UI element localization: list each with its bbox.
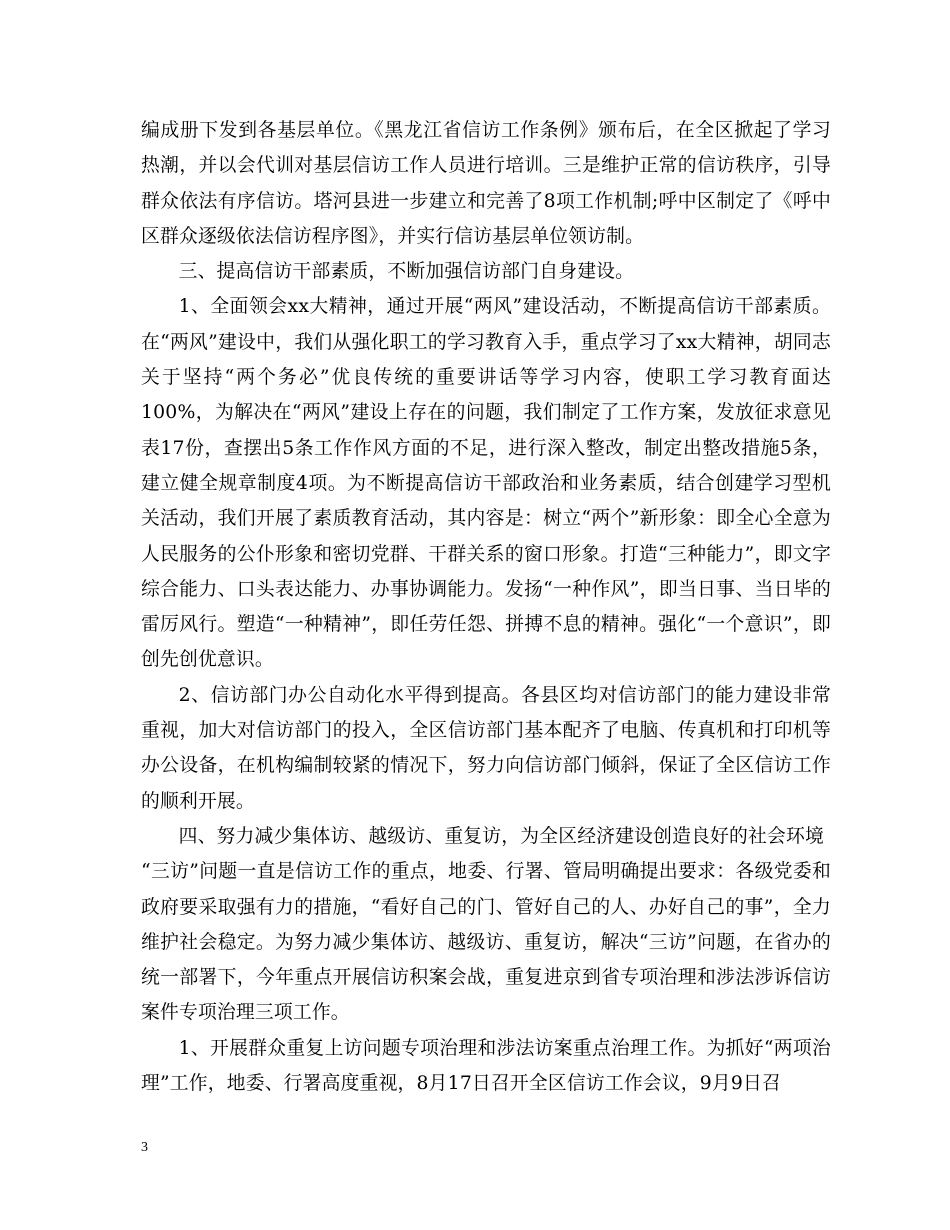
paragraph: “三访”问题一直是信访工作的重点，地委、行署、管局明确提出要求：各级党委和政府要采取强有力的措施，“看好自己的门、管好自己的人、办好自己的事”，全力维护社会稳定。为努力减少集体访、越级访、重复访，解决“三访”问题，在省办的统一部署下，今年重点开展信访积案会战，重复进京到省专项治理和涉法涉诉信访案件专项治理三项工作。 [141, 861, 831, 1024]
document-body [141, 113, 831, 1101]
section-heading-three: 三、提高信访干部素质，不断加强信访部门自身建设。 [178, 261, 635, 283]
section-heading-four: 四、努力减少集体访、越级访、重复访，为全区经济建设创造良好的社会环境 [178, 825, 824, 847]
paragraph: 1、全面领会xx大精神，通过开展“两风”建设活动，不断提高信访干部素质。在“两风”建设中，我们从强化职工的学习教育入手，重点学习了xx大精神，胡同志关于坚持“两个务必”优良传统的重要讲话等学习内容，使职工学习教育面达100%，为解决在“两风”建设上存在的问题，我们制定了工作方案，发放征求意见表17份，查摆出5条工作作风方面的不足，进行深入整改，制定出整改措施5条，建立健全规章制度4项。为不断提高信访干部政治和业务素质，结合创建学习型机关活动，我们开展了素质教育活动，其内容是：树立“两个”新形象：即全心全意为人民服务的公仆形象和密切党群、干群关系的窗口形象。打造“三种能力”，即文字综合能力、口头表达能力、办事协调能力。发扬“一种作风”，即当日事、当日毕的雷厉风行。塑造“一种精神”，即任劳任怨、拼搏不息的精神。强化“一个意识”，即创先创优意识。 [141, 296, 831, 671]
paragraph: 编成册下发到各基层单位。《黑龙江省信访工作条例》颁布后，在全区掀起了学习热潮，并以会代训对基层信访工作人员进行培训。三是维护正常的信访秩序，引导群众依法有序信访。塔河县进一步建立和完善了8项工作机制;呼中区制定了《呼中区群众逐级依法信访程序图》，并实行信访基层单位领访制。 [141, 120, 831, 247]
paragraph: 1、开展群众重复上访问题专项治理和涉法访案重点治理工作。为抓好“两项治理”工作，地委、行署高度重视，8月17日召开全区信访工作会议，9月9日召 [141, 1037, 831, 1095]
page-number: 3 [141, 1140, 148, 1155]
paragraph: 2、信访部门办公自动化水平得到提高。各县区均对信访部门的能力建设非常重视，加大对信访部门的投入，全区信访部门基本配齐了电脑、传真机和打印机等办公设备，在机构编制较紧的情况下，努力向信访部门倾斜，保证了全区信访工作的顺利开展。 [141, 684, 831, 812]
